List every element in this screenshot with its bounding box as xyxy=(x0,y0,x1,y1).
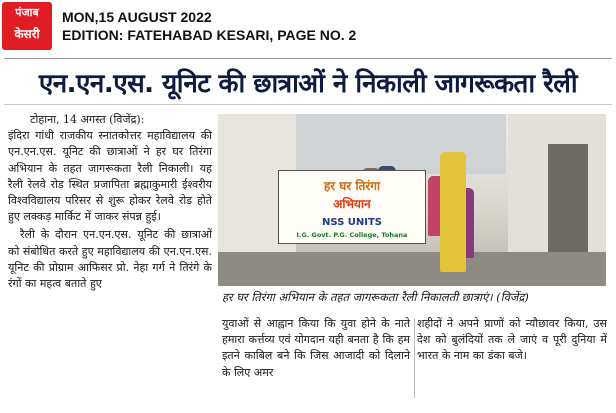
article-column-middle xyxy=(222,316,410,381)
article-paragraph-3: युवाओं से आह्वान किया कि युवा होने के नाते हमारा कर्त्तव्य एवं योगदान यही बनता है कि हम इतने काबिल बने कि जिस आजादी को दिलाने के लिए अमर xyxy=(222,317,410,379)
photo-background-building xyxy=(296,114,506,174)
publication-date: MON,15 AUGUST 2022 xyxy=(62,9,212,25)
logo-line-2: केसरी xyxy=(14,27,40,41)
photo-door xyxy=(548,144,588,254)
article-dateline: टोहाना, 14 अगस्त (विजेंद्र): xyxy=(30,113,145,126)
banner-line-4: I.G. Govt. P.G. College, Tohana xyxy=(296,231,408,239)
banner-line-2: अभियान xyxy=(333,197,371,211)
banner-line-3: NSS UNITS xyxy=(321,217,383,228)
article-paragraph-2: रैली के दौरान एन.एन.एस. यूनिट की छात्राओं को संबोधित करते हुए महाविद्यालय की एन.एन.एस. यूनिट की प्रोग्राम आफिसर प्रो. नेहा गर्ग ने तिरंगे के रंगों का महत्व बताते हुए xyxy=(8,228,212,291)
headline-divider xyxy=(4,104,612,105)
photo-caption: हर घर तिरंगा अभियान के तहत जागरूकता रैली निकालती छात्राएं। (विजेंद्र) xyxy=(222,290,529,304)
article-headline: एन.एन.एस. यूनिट की छात्राओं ने निकाली जागरूकता रैली xyxy=(38,69,578,99)
photo-ground xyxy=(218,252,606,286)
edition-info: EDITION: FATEHABAD KESARI, PAGE NO. 2 xyxy=(62,27,357,43)
photo-person xyxy=(440,152,466,272)
article-paragraph-4: शहीदों ने अपने प्राणों को न्यौछावर किया, उस देश को बुलंदियों तक ले जाएं व पूरी दुनिया में भारत के नाम का डंका बजे। xyxy=(417,317,607,363)
logo-line-1: पंजाब xyxy=(15,6,39,19)
article-paragraph-1: इंदिरा गांधी राजकीय स्नातकोत्तर महाविद्यालय की एन.एन.एस. यूनिट की छात्राओं ने हर घर तिरंगा अभियान के तहत जागरूकता रैली निकाली। यह रैली रेलवे रोड स्थित प्रजापिता ब्रह्माकुमारी ईश्वरीय विश्वविद्यालय परिसर से शुरू होकर रेलवे रोड होते हुए लक्कड़ मार्किट में जाकर संपन्न हुई। xyxy=(8,129,212,224)
punjab-kesari-logo xyxy=(2,2,52,50)
rally-banner xyxy=(278,170,426,244)
article-column-right xyxy=(417,316,607,365)
banner-line-1: हर घर तिरंगा xyxy=(323,179,381,193)
column-divider xyxy=(414,318,415,398)
header-divider xyxy=(4,58,612,59)
article-column-left xyxy=(8,112,212,292)
